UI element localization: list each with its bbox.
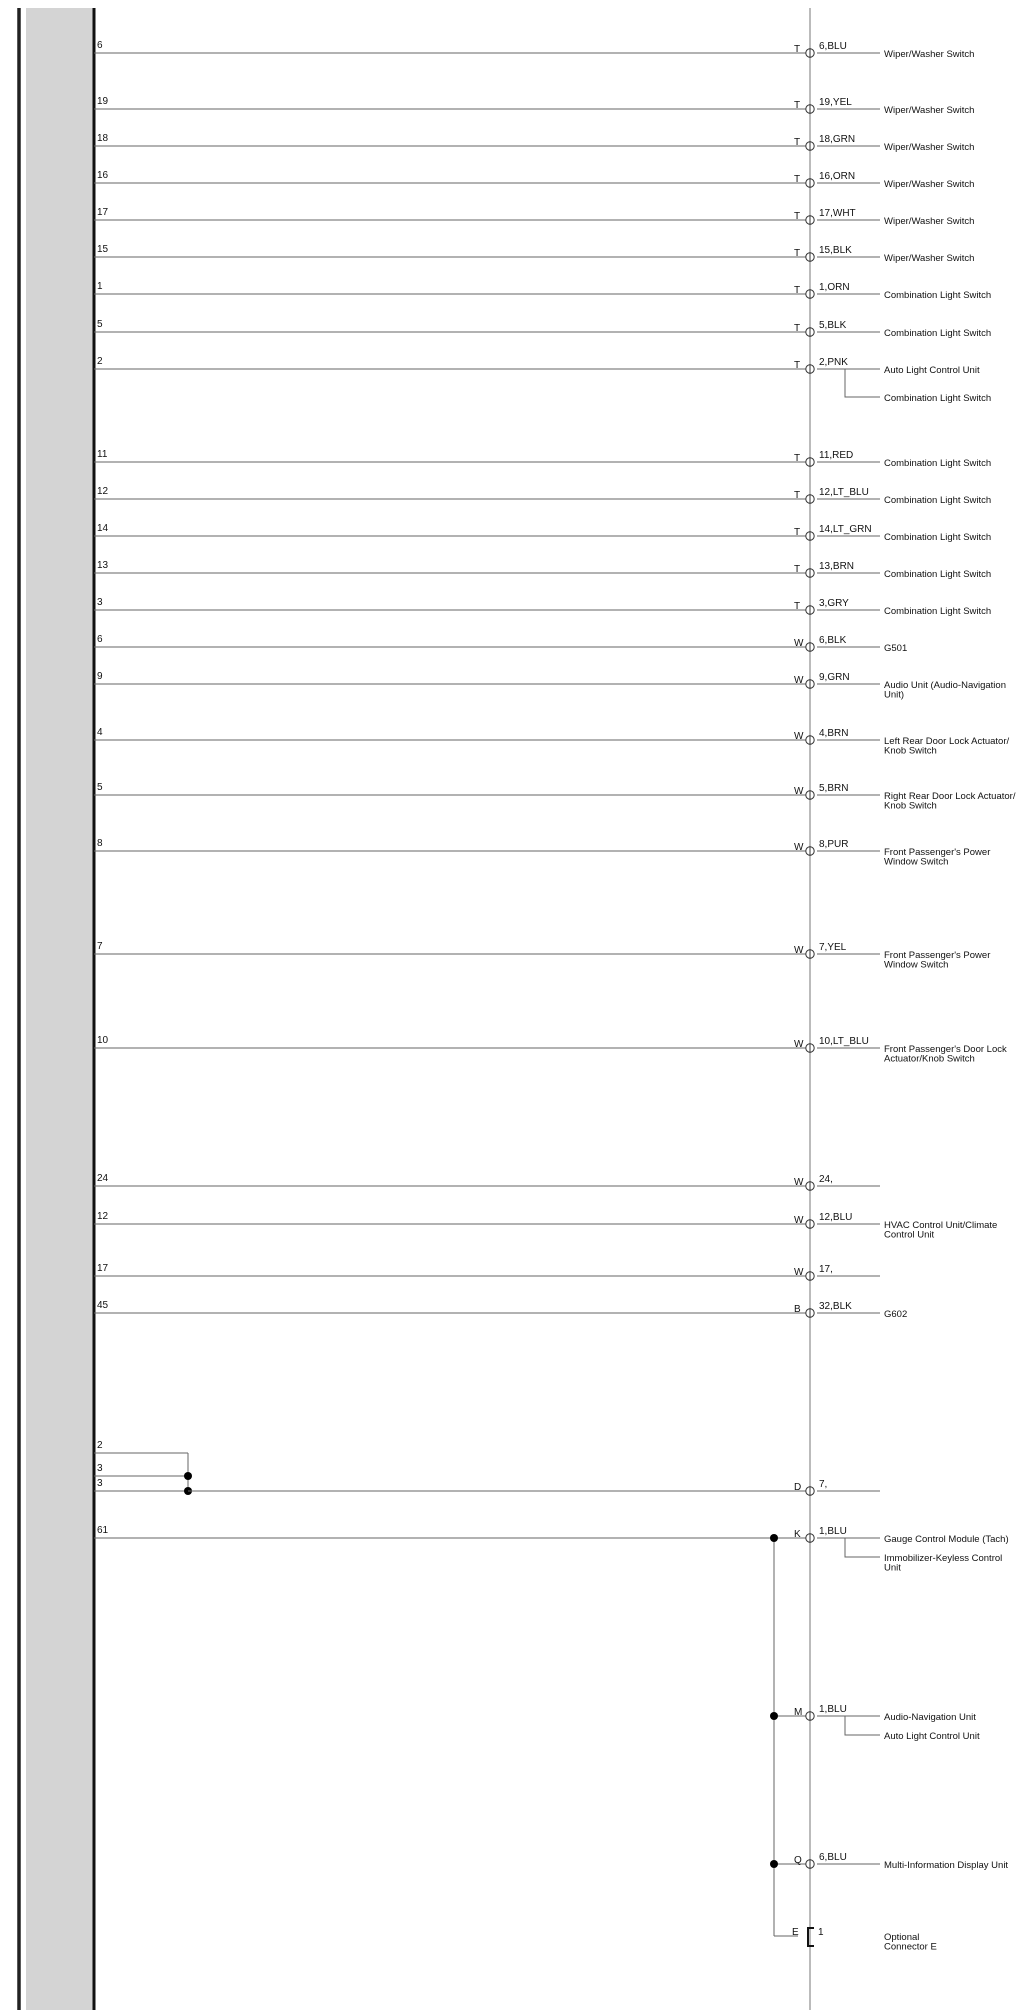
module-pin-number: 9 [97,671,103,682]
wire-color-label: 6,BLU [819,41,847,52]
wire-color-label: 32,BLK [819,1301,852,1312]
module-pin-number: 12 [97,1211,109,1222]
module-pin-number: 7 [97,941,103,952]
connector-letter: K [794,1529,801,1540]
wire-color-label: 6,BLU [819,1852,847,1863]
wire-color-label: 3,GRY [819,598,849,609]
connector-terminal-7 [794,323,814,337]
module-pin-number: 14 [97,523,109,534]
module-pin-number: 45 [97,1300,109,1311]
connector-terminal-19 [794,945,814,959]
wire-color-label: 16,ORN [819,171,856,182]
destination-label: Audio Unit (Audio-Navigation [884,680,1006,691]
connector-terminal-24 [794,1304,814,1318]
connector-terminal-18 [794,842,814,856]
branch-destination-label: Combination Light Switch [884,393,992,404]
connector-letter: T [794,527,801,538]
destination-label: Combination Light Switch [884,532,992,543]
wire-color-label: 10,LT_BLU [819,1036,869,1047]
connector-terminal-22 [794,1215,814,1229]
destination-label: Wiper/Washer Switch [884,49,975,60]
module-pin-number: 11 [97,449,108,460]
connector-terminal-17 [794,786,814,800]
connector-letter: T [794,323,801,334]
wire-color-label: 5,BRN [819,783,849,794]
circuit-row [94,281,991,301]
connector-terminal-6 [794,285,814,299]
circuit-row [94,941,990,971]
module-pin-number: 5 [97,782,103,793]
splice-dot [770,1534,778,1542]
module-pin-number: 8 [97,838,103,849]
module-pin-number: 19 [97,96,109,107]
destination-label: G501 [884,643,908,654]
connector-terminal-14 [794,638,814,652]
destination-label: Knob Switch [884,800,937,812]
module-pin-number: 17 [97,207,109,218]
circuit-row [94,560,991,580]
destination-label: Right Rear Door Lock Actuator/ [884,791,1016,802]
wire-color-label: 12,LT_BLU [819,487,869,498]
connector-letter: W [794,945,804,956]
destination-label: Combination Light Switch [884,458,992,469]
connector-terminal-0 [794,44,814,58]
module-pin-number: 3 [97,1478,103,1489]
connector-letter: T [794,44,801,55]
wire-color-label: 6,BLK [819,635,847,646]
circuit-row [94,782,1016,812]
destination-label: Wiper/Washer Switch [884,105,975,116]
destination-label: Combination Light Switch [884,290,992,301]
connector-letter: W [794,675,804,686]
optional-connector-label: Connector E [884,1941,937,1953]
circuit-row [94,133,974,153]
bus-circuit [94,1525,1009,1953]
connector-letter: T [794,285,801,296]
circuit-row [94,319,991,339]
branch-destination-label: Unit [884,1562,901,1574]
module-pin-number: 10 [97,1035,109,1046]
circuit-row [94,1300,907,1320]
spliced-circuit [94,1440,880,1495]
destination-label: Front Passenger's Door Lock [884,1044,1007,1055]
connector-letter: T [794,211,801,222]
destination-label: Control Unit [884,1229,935,1241]
wire-color-label: 24, [819,1174,833,1185]
circuit-row [94,40,974,60]
wire-color-label: 15,BLK [819,245,852,256]
circuit-row [94,523,991,543]
connector-letter: T [794,564,801,575]
module-pin-number: 16 [97,170,109,181]
circuit-row [94,244,974,264]
destination-label: Front Passenger's Power [884,950,991,961]
destination-label: Wiper/Washer Switch [884,216,975,227]
connector-terminal-13 [794,601,814,615]
wire-color-label: 14,LT_GRN [819,524,872,535]
module-pin-number: 15 [97,244,109,255]
wire-color-label: 2,PNK [819,357,848,368]
connector-letter: T [794,174,801,185]
connector-terminal-9 [794,453,814,467]
connector-letter: T [794,601,801,612]
destination-label: Actuator/Knob Switch [884,1053,975,1065]
connector-terminal-Q [794,1855,814,1869]
connector-terminal-16 [794,731,814,745]
destination-label: Window Switch [884,856,949,868]
circuit-row [94,597,991,617]
module-pin-number: 3 [97,1463,103,1474]
wire-color-label: 18,GRN [819,134,856,145]
wire-color-label: 12,BLU [819,1212,853,1223]
destination-label: Audio-Navigation Unit [884,1712,976,1723]
connector-terminal-10 [794,490,814,504]
branch-line [845,369,880,397]
connector-letter: T [794,100,801,111]
destination-label: Auto Light Control Unit [884,365,980,376]
module-pin-number: 6 [97,634,103,645]
wire-color-label: 8,PUR [819,839,849,850]
wire-color-label: 5,BLK [819,320,847,331]
circuit-row [94,207,974,227]
connector-terminal-23 [794,1267,814,1281]
module-pin-number: 12 [97,486,109,497]
destination-label: Wiper/Washer Switch [884,142,975,153]
connector-terminal-3 [794,174,814,188]
branch-destination-label: Auto Light Control Unit [884,1731,980,1742]
wire-color-label: 19,YEL [819,97,852,108]
wire-color-label: 9,GRN [819,672,850,683]
connector-terminal-1 [794,100,814,114]
destination-label: G602 [884,1309,908,1320]
connector-terminal-K [794,1529,814,1543]
connector-letter: T [794,453,801,464]
wire-color-label: 1,BLU [819,1704,847,1715]
destination-label: Front Passenger's Power [884,847,991,858]
connector-terminal-15 [794,675,814,689]
wire-color-label: 7, [819,1479,828,1490]
connector-letter: W [794,638,804,649]
circuit-row [94,838,990,868]
wire-color-label: 17,WHT [819,208,856,219]
connector-letter: T [794,360,801,371]
destination-label: Gauge Control Module (Tach) [884,1534,1009,1545]
circuit-row [94,1173,880,1186]
connector-terminal-5 [794,248,814,262]
connector-letter: W [794,1215,804,1226]
wire-color-label: 4,BRN [819,728,849,739]
branch-destination-label: Immobilizer-Keyless Control [884,1553,1003,1564]
module-pin-number: 5 [97,319,103,330]
module-pin-number: 17 [97,1263,109,1274]
connector-letter: D [794,1482,802,1493]
connector-letter: T [794,490,801,501]
module-pin-number: 61 [97,1525,109,1536]
destination-label: Combination Light Switch [884,606,992,617]
circuit-row [94,486,991,506]
wire-color-label: 7,YEL [819,942,847,953]
circuit-row [94,1035,1007,1065]
destination-label: HVAC Control Unit/Climate [884,1220,998,1231]
module-pin-number: 2 [97,356,103,367]
connector-letter: W [794,786,804,797]
destination-label: Left Rear Door Lock Actuator/ [884,736,1010,747]
module-pin-number: 13 [97,560,109,571]
wire-color-label: 1,ORN [819,282,850,293]
splice-dot [770,1712,778,1720]
module-pin-number: 4 [97,727,103,738]
connector-letter: E [792,1927,799,1938]
circuit-row [94,356,991,404]
connector-letter: W [794,1267,804,1278]
circuit-row [94,727,1010,757]
branch-line [845,1538,880,1557]
destination-label: Unit) [884,689,905,701]
module-pin-number: 6 [97,40,103,51]
circuit-row [94,671,1006,701]
connector-terminal-20 [794,1039,814,1053]
destination-label: Wiper/Washer Switch [884,253,975,264]
control-module-block [26,8,94,2010]
connector-letter: B [794,1304,801,1315]
destination-label: Knob Switch [884,745,937,757]
splice-dot [770,1860,778,1868]
optional-connector-pin: 1 [818,1927,824,1938]
destination-label: Multi-Information Display Unit [884,1860,1009,1871]
wire-color-label: 17, [819,1264,833,1275]
circuit-row [94,1263,880,1276]
destination-label: Combination Light Switch [884,328,992,339]
destination-label: Combination Light Switch [884,495,992,506]
connector-letter: T [794,248,801,259]
connector-terminal-12 [794,564,814,578]
module-pin-number: 3 [97,597,103,608]
circuit-row [94,449,991,469]
module-pin-number: 18 [97,133,109,144]
branch-line [845,1716,880,1735]
connector-terminal-M [794,1707,814,1721]
connector-letter: M [794,1707,803,1718]
wire-color-label: 11,RED [819,450,854,461]
connector-terminal-D [794,1482,814,1496]
optional-connector-bracket [808,1928,814,1946]
wire-color-label: 13,BRN [819,561,855,572]
connector-terminal-2 [794,137,814,151]
connector-letter: W [794,1039,804,1050]
connector-letter: W [794,1177,804,1188]
circuit-row [94,1211,997,1241]
connector-terminal-4 [794,211,814,225]
optional-connector-label: Optional [884,1932,920,1943]
circuit-row [94,96,974,116]
connector-terminal-11 [794,527,814,541]
module-pin-number: 1 [97,281,103,292]
splice-dot [184,1472,192,1480]
connector-letter: T [794,137,801,148]
destination-label: Combination Light Switch [884,569,992,580]
circuit-row [94,170,974,190]
circuit-row [94,634,907,654]
module-pin-number: 2 [97,1440,103,1451]
connector-letter: Q [794,1855,802,1866]
connector-letter: W [794,842,804,853]
wire-color-label: 1,BLU [819,1526,847,1537]
module-pin-number: 24 [97,1173,109,1184]
connector-terminal-21 [794,1177,814,1191]
destination-label: Wiper/Washer Switch [884,179,975,190]
destination-label: Window Switch [884,959,949,971]
connector-terminal-8 [794,360,814,374]
connector-letter: W [794,731,804,742]
